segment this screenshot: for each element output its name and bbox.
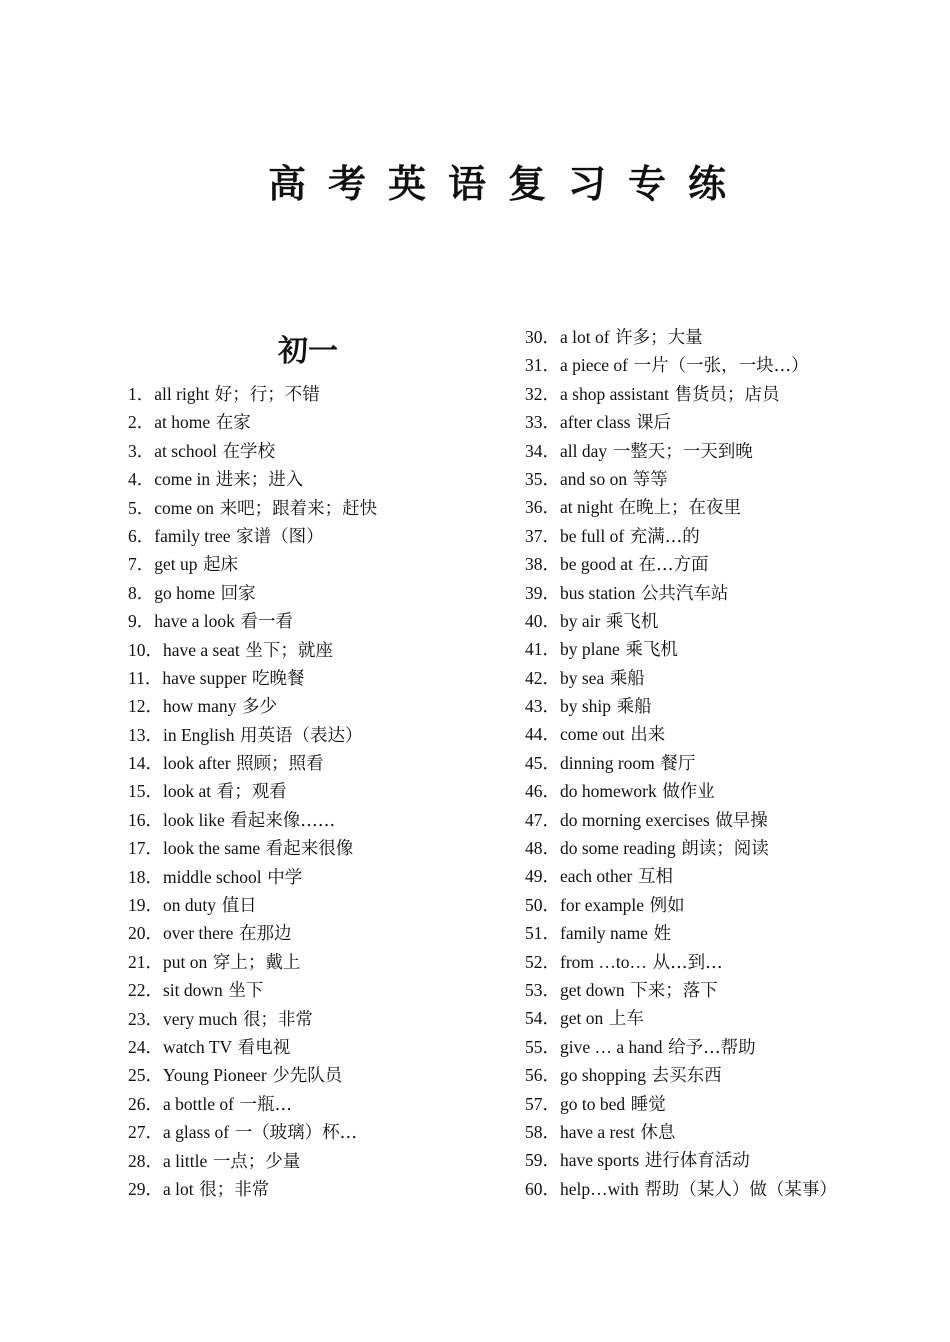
entry-english: do some reading: [560, 838, 676, 859]
entry-english: go shopping: [560, 1065, 647, 1086]
entry-number: 5．: [128, 497, 155, 518]
entry-english: look the same: [163, 838, 261, 859]
entry-number: 59．: [525, 1150, 560, 1171]
entry-chinese: 去买东西: [651, 1066, 722, 1087]
entry-number: 35．: [525, 468, 560, 489]
entry-number: 9．: [128, 611, 155, 632]
vocab-entry: [128, 522, 508, 550]
entry-chinese: 回家: [220, 583, 256, 604]
entry-chinese: 少先队员: [272, 1066, 343, 1087]
entry-english: be full of: [560, 525, 625, 546]
entry-number: 23．: [128, 1008, 163, 1029]
entry-english: by sea: [560, 667, 605, 688]
vocab-list-left: [128, 380, 508, 1203]
entry-number: 17．: [128, 838, 163, 859]
entry-number: 42．: [525, 667, 560, 688]
vocab-entry: [128, 408, 508, 436]
entry-number: 55．: [525, 1036, 560, 1057]
entry-english: how many: [163, 696, 237, 717]
entry-number: 30．: [525, 327, 560, 347]
entry-chinese: 坐下；就座: [245, 640, 333, 661]
entry-chinese: 乘船: [616, 697, 652, 718]
vocab-entry: [525, 919, 945, 947]
entry-chinese: 例如: [649, 895, 685, 916]
vocab-entry: [525, 1033, 945, 1061]
entry-english: have a look: [154, 611, 235, 632]
vocab-entry: [128, 834, 508, 862]
entry-chinese: 许多；大量: [615, 328, 703, 348]
entry-english: a bottle of: [163, 1093, 234, 1114]
vocab-entry: [128, 664, 508, 692]
entry-number: 39．: [525, 582, 560, 603]
page-title: 高考英语复习专练: [267, 162, 748, 206]
entry-chinese: 乘船: [609, 668, 645, 689]
entry-number: 46．: [525, 781, 560, 802]
entry-chinese: 在学校: [222, 441, 276, 462]
entry-number: 7．: [128, 554, 155, 575]
entry-number: 58．: [525, 1121, 560, 1142]
vocab-entry: [128, 1090, 508, 1118]
vocab-entry: [128, 380, 508, 408]
vocab-entry: [525, 493, 945, 521]
entry-chinese: 坐下: [228, 981, 264, 1002]
vocab-list-right: [525, 323, 945, 1203]
vocab-entry: [525, 380, 945, 408]
vocab-entry: [128, 579, 508, 607]
entry-english: get up: [154, 554, 198, 575]
entry-number: 33．: [525, 412, 560, 433]
entry-chinese: 穿上；戴上: [212, 952, 301, 973]
vocab-entry: [128, 1033, 508, 1061]
vocab-entry: [128, 1175, 508, 1203]
entry-chinese: 做作业: [662, 782, 715, 803]
entry-english: give … a hand: [560, 1036, 663, 1057]
vocab-entry: [128, 777, 508, 805]
entry-number: 34．: [525, 440, 560, 461]
entry-number: 38．: [525, 554, 560, 575]
entry-english: come on: [154, 497, 215, 518]
entry-chinese: 帮助（某人）做（某事）: [644, 1179, 837, 1200]
vocab-entry: [128, 1005, 508, 1033]
vocab-entry: [128, 976, 508, 1004]
entry-english: put on: [163, 951, 208, 972]
vocab-entry: [525, 1146, 945, 1174]
vocab-entry: [128, 919, 508, 947]
entry-english: a piece of: [560, 355, 629, 376]
entry-english: get down: [560, 979, 625, 1000]
entry-number: 44．: [525, 724, 560, 745]
entry-number: 28．: [128, 1150, 163, 1171]
entry-chinese: 很；非常: [242, 1009, 313, 1030]
entry-number: 36．: [525, 497, 560, 518]
entry-english: Young Pioneer: [163, 1065, 267, 1086]
entry-chinese: 餐厅: [660, 753, 696, 774]
entry-english: come out: [560, 724, 625, 745]
vocab-entry: [525, 635, 945, 663]
vocab-entry: [128, 1061, 508, 1089]
entry-number: 21．: [128, 951, 163, 972]
entry-chinese: 看一看: [240, 612, 293, 633]
entry-chinese: 进来；进入: [215, 470, 304, 491]
entry-chinese: 出来: [630, 725, 666, 746]
entry-chinese: 课后: [636, 413, 672, 434]
entry-english: at home: [154, 412, 211, 433]
entry-chinese: 互相: [637, 867, 673, 888]
entry-number: 22．: [128, 980, 163, 1001]
entry-english: a lot of: [560, 327, 610, 347]
entry-english: a lot: [163, 1178, 194, 1199]
vocab-entry: [525, 891, 945, 919]
entry-chinese: 公共汽车站: [640, 583, 729, 604]
entry-english: over there: [163, 923, 234, 944]
entry-english: have sports: [560, 1150, 640, 1171]
entry-number: 56．: [525, 1065, 560, 1086]
entry-chinese: 用英语（表达）: [240, 725, 363, 746]
entry-number: 50．: [525, 894, 560, 915]
vocab-entry: [128, 636, 508, 664]
entry-english: help…with: [560, 1178, 639, 1199]
entry-number: 47．: [525, 809, 560, 830]
vocab-entry: [525, 408, 945, 436]
entry-chinese: 在家: [215, 413, 251, 434]
entry-number: 60．: [525, 1178, 560, 1199]
entry-english: go home: [154, 582, 216, 603]
entry-chinese: 等等: [632, 469, 668, 490]
entry-english: middle school: [163, 866, 262, 887]
entry-chinese: 在晚上；在夜里: [618, 498, 742, 519]
entry-english: a little: [163, 1150, 208, 1171]
entry-chinese: 在…方面: [638, 555, 709, 576]
entry-chinese: 从…到…: [652, 952, 723, 973]
entry-chinese: 一片（一张，一块…）: [633, 356, 809, 377]
entry-english: at night: [560, 497, 613, 518]
entry-number: 19．: [128, 895, 163, 916]
entry-chinese: 姓: [653, 924, 672, 945]
vocab-entry: [128, 465, 508, 493]
entry-english: all day: [560, 440, 608, 461]
vocab-entry: [128, 948, 508, 976]
vocab-entry: [128, 437, 508, 465]
entry-english: bus station: [560, 582, 636, 603]
vocab-entry: [525, 834, 945, 862]
entry-chinese: 中学: [267, 867, 303, 888]
entry-chinese: 起床: [203, 555, 239, 576]
entry-number: 11．: [128, 667, 163, 688]
entry-number: 27．: [128, 1122, 163, 1143]
vocab-entry: [525, 1175, 945, 1203]
entry-number: 16．: [128, 809, 163, 830]
entry-number: 43．: [525, 696, 560, 717]
vocab-entry: [525, 607, 945, 635]
entry-chinese: 乘飞机: [605, 611, 659, 632]
entry-english: go to bed: [560, 1093, 626, 1114]
entry-english: look like: [163, 809, 225, 830]
entry-english: come in: [154, 469, 211, 490]
entry-number: 6．: [128, 525, 155, 546]
entry-chinese: 售货员；店员: [674, 384, 780, 405]
entry-english: from …to…: [560, 951, 648, 972]
entry-chinese: 睡觉: [630, 1094, 666, 1115]
entry-english: by ship: [560, 696, 612, 717]
entry-number: 48．: [525, 838, 560, 859]
entry-english: by plane: [560, 639, 620, 660]
entry-chinese: 吃晚餐: [252, 668, 305, 689]
entry-english: have a seat: [163, 639, 240, 660]
vocab-entry: [525, 522, 945, 550]
entry-chinese: 做早操: [715, 810, 768, 831]
entry-number: 41．: [525, 639, 560, 660]
vocab-entry: [525, 437, 945, 465]
entry-chinese: 给予…帮助: [668, 1037, 756, 1058]
vocab-entry: [128, 891, 508, 919]
vocab-entry: [525, 323, 945, 351]
entry-chinese: 多少: [241, 697, 277, 718]
entry-english: all right: [154, 384, 210, 404]
entry-number: 15．: [128, 781, 163, 802]
entry-number: 20．: [128, 923, 163, 944]
vocab-entry: [128, 806, 508, 834]
entry-english: look at: [163, 781, 212, 802]
entry-number: 51．: [525, 923, 560, 944]
vocab-entry: [525, 749, 945, 777]
vocab-entry: [128, 494, 508, 522]
entry-chinese: 一点；少量: [212, 1151, 301, 1172]
vocab-entry: [128, 550, 508, 578]
entry-chinese: 值日: [221, 896, 257, 917]
entry-chinese: 朗读；阅读: [681, 839, 769, 860]
entry-chinese: 下来；落下: [630, 980, 718, 1001]
vocab-entry: [525, 806, 945, 834]
entry-english: do homework: [560, 781, 657, 802]
entry-number: 8．: [128, 582, 155, 603]
vocab-entry: [525, 720, 945, 748]
entry-chinese: 很；非常: [199, 1179, 270, 1200]
entry-chinese: 看起来像……: [230, 810, 336, 831]
entry-english: each other: [560, 866, 633, 887]
entry-number: 32．: [525, 383, 560, 404]
vocab-entry: [525, 579, 945, 607]
entry-english: do morning exercises: [560, 809, 710, 830]
entry-english: by air: [560, 610, 601, 631]
vocab-entry: [128, 1118, 508, 1146]
entry-number: 26．: [128, 1093, 163, 1114]
entry-english: be good at: [560, 554, 633, 575]
entry-chinese: 乘飞机: [625, 640, 678, 661]
vocab-entry: [525, 692, 945, 720]
entry-number: 45．: [525, 752, 560, 773]
entry-number: 1．: [128, 384, 155, 404]
vocab-entry: [525, 1118, 945, 1146]
entry-number: 31．: [525, 355, 560, 376]
entry-english: have a rest: [560, 1121, 635, 1142]
vocab-entry: [128, 749, 508, 777]
entry-number: 29．: [128, 1178, 163, 1199]
entry-chinese: 一整天；一天到晚: [612, 441, 753, 462]
entry-english: watch TV: [163, 1036, 233, 1057]
entry-number: 13．: [128, 724, 163, 745]
entry-chinese: 在那边: [239, 924, 292, 945]
entry-number: 14．: [128, 753, 163, 774]
entry-english: and so on: [560, 468, 628, 489]
vocab-entry: [525, 976, 945, 1004]
entry-english: after class: [560, 412, 631, 433]
entry-chinese: 一（玻璃）杯…: [234, 1123, 358, 1144]
entry-number: 24．: [128, 1036, 163, 1057]
entry-number: 25．: [128, 1065, 163, 1086]
entry-chinese: 充满…的: [629, 526, 700, 547]
vocab-entry: [525, 1061, 945, 1089]
entry-english: family name: [560, 923, 648, 944]
vocab-entry: [525, 1090, 945, 1118]
entry-number: 52．: [525, 951, 560, 972]
entry-english: have supper: [162, 667, 247, 688]
vocab-entry: [525, 862, 945, 890]
vocab-entry: [128, 607, 508, 635]
vocab-entry: [525, 948, 945, 976]
entry-english: a shop assistant: [560, 383, 669, 404]
vocab-entry: [525, 664, 945, 692]
entry-english: very much: [163, 1008, 238, 1029]
entry-chinese: 看起来很像: [265, 839, 354, 860]
vocab-entry: [128, 863, 508, 891]
entry-chinese: 照顾；照看: [236, 754, 324, 775]
entry-number: 12．: [128, 696, 163, 717]
entry-number: 40．: [525, 610, 560, 631]
entry-chinese: 家谱（图）: [236, 526, 324, 547]
entry-chinese: 一瓶…: [239, 1094, 293, 1115]
vocab-entry: [525, 465, 945, 493]
entry-number: 3．: [128, 440, 155, 461]
vocab-entry: [128, 1147, 508, 1175]
vocab-entry: [525, 1004, 945, 1032]
section-heading: 初一: [278, 334, 338, 369]
entry-chinese: 好；行；不错: [214, 385, 320, 405]
entry-number: 37．: [525, 525, 560, 546]
entry-english: for example: [560, 894, 645, 915]
entry-english: a glass of: [163, 1122, 230, 1143]
entry-english: sit down: [163, 980, 223, 1001]
entry-chinese: 来吧；跟着来；赶快: [219, 498, 378, 519]
entry-english: in English: [163, 724, 235, 745]
entry-chinese: 进行体育活动: [644, 1151, 750, 1172]
vocab-entry: [525, 550, 945, 578]
entry-english: look after: [163, 753, 231, 774]
vocab-entry: [525, 351, 945, 379]
entry-number: 4．: [128, 469, 155, 490]
entry-number: 2．: [128, 412, 155, 433]
entry-chinese: 休息: [640, 1122, 676, 1143]
vocab-entry: [128, 721, 508, 749]
entry-number: 49．: [525, 866, 560, 887]
entry-chinese: 上车: [608, 1009, 644, 1030]
entry-english: on duty: [163, 895, 216, 916]
entry-number: 10．: [128, 639, 163, 660]
entry-english: dinning room: [560, 752, 655, 773]
entry-number: 57．: [525, 1093, 560, 1114]
vocab-entry: [525, 777, 945, 805]
entry-number: 54．: [525, 1008, 560, 1029]
entry-english: at school: [154, 440, 217, 461]
entry-english: get on: [560, 1008, 604, 1029]
entry-english: family tree: [154, 525, 231, 546]
entry-chinese: 看电视: [237, 1037, 291, 1058]
entry-number: 53．: [525, 979, 560, 1000]
entry-chinese: 看；观看: [216, 782, 287, 803]
vocab-entry: [128, 692, 508, 720]
entry-number: 18．: [128, 866, 163, 887]
